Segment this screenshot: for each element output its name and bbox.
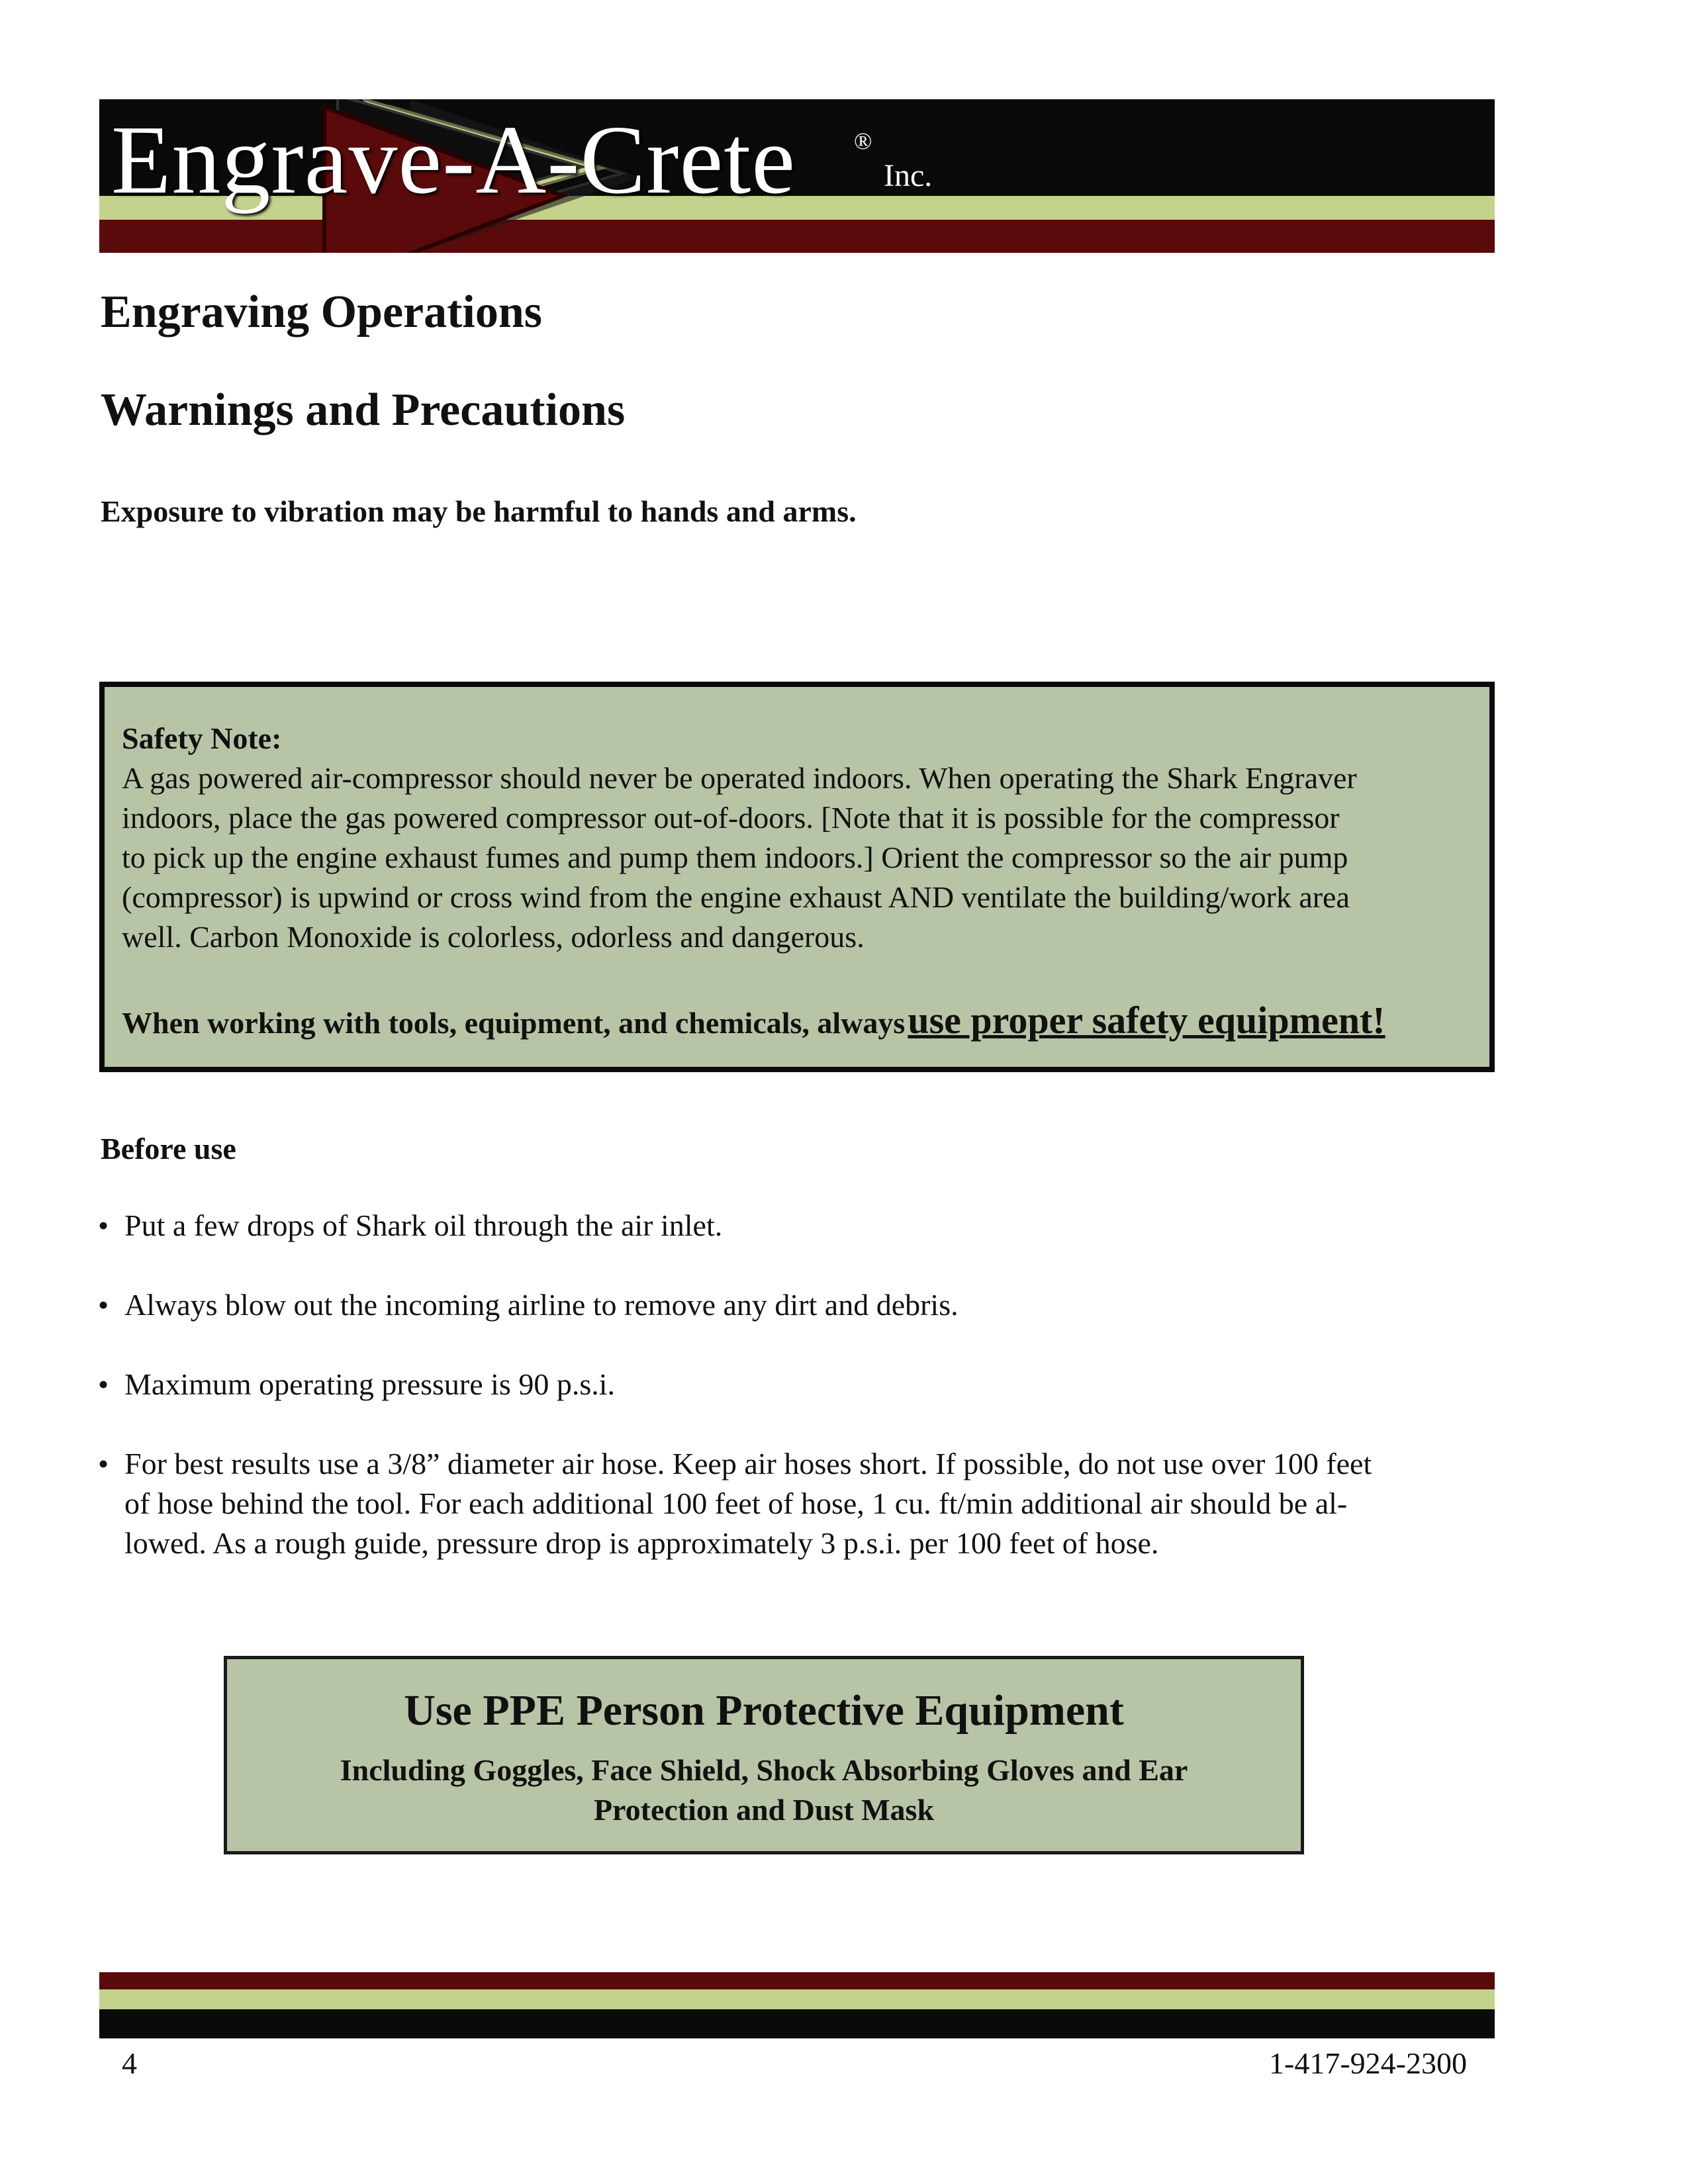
safety-note-line: A gas powered air-compressor should never be operated indoors. When operating the Shark Engraver	[122, 761, 1357, 795]
list-item	[98, 1444, 1501, 1563]
safety-closing	[122, 998, 1385, 1042]
before-use-label: Before use	[101, 1132, 236, 1165]
safety-note-line: well. Carbon Monoxide is colorless, odorless and dangerous.	[122, 920, 865, 954]
list-item-text: Put a few drops of Shark oil through the air inlet.	[124, 1208, 723, 1242]
safety-note-title: Safety Note:	[122, 721, 282, 755]
page-number: 4	[122, 2046, 137, 2080]
footer-black-band	[99, 2009, 1495, 2038]
vibration-warning: Exposure to vibration may be harmful to hands and arms.	[101, 494, 857, 528]
ppe-callout-box	[224, 1656, 1304, 1854]
bullet-icon: •	[98, 1447, 109, 1480]
ppe-title: Use PPE Person Protective Equipment	[404, 1686, 1124, 1735]
safety-closing-emphasis: use proper safety equipment!	[908, 999, 1385, 1042]
list-item-text: Always blow out the incoming airline to remove any dirt and debris.	[124, 1288, 959, 1322]
bullet-icon: •	[98, 1288, 109, 1322]
footer-green-band	[99, 1989, 1495, 2009]
bullet-icon: •	[98, 1208, 109, 1242]
safety-note-body	[122, 758, 1479, 957]
ppe-subtitle-line: Including Goggles, Face Shield, Shock Absorbing Gloves and Ear	[340, 1753, 1188, 1787]
safety-note-line: (compressor) is upwind or cross wind from the engine exhaust AND ventilate the building/work area	[122, 880, 1350, 914]
header-banner	[99, 99, 1495, 253]
registered-mark: ®	[854, 128, 872, 154]
before-use-list	[98, 1206, 1501, 1603]
phone-number: 1-417-924-2300	[1269, 2046, 1467, 2080]
safety-note-line: to pick up the engine exhaust fumes and pump them indoors.] Orient the compressor so the air pump	[122, 841, 1348, 874]
list-item-text: Maximum operating pressure is 90 p.s.i.	[124, 1367, 616, 1401]
brand-name: Engrave-A-Crete	[111, 106, 796, 214]
list-item	[98, 1285, 1501, 1325]
ppe-subtitle	[227, 1751, 1301, 1830]
safety-closing-prefix: When working with tools, equipment, and chemicals, always	[122, 1006, 906, 1040]
brand-suffix: Inc.	[884, 158, 933, 193]
safety-note-line: indoors, place the gas powered compressor out-of-doors. [Note that it is possible for the compressor	[122, 801, 1340, 835]
list-item	[98, 1206, 1501, 1246]
footer-banner	[99, 1972, 1495, 2038]
list-item-text: For best results use a 3/8” diameter air hose. Keep air hoses short. If possible, do not use over 100 feet	[124, 1447, 1372, 1480]
list-item-text: lowed. As a rough guide, pressure drop is approximately 3 p.s.i. per 100 feet of hose.	[124, 1526, 1159, 1560]
safety-note-box	[99, 682, 1495, 1072]
bullet-icon: •	[98, 1367, 109, 1401]
footer-red-band	[99, 1972, 1495, 1989]
list-item-text: of hose behind the tool. For each additional 100 feet of hose, 1 cu. ft/min additional air should be al-	[124, 1486, 1348, 1520]
ppe-subtitle-line: Protection and Dust Mask	[593, 1793, 935, 1827]
page-subtitle: Warnings and Precautions	[101, 385, 626, 435]
list-item	[98, 1365, 1501, 1404]
page-title: Engraving Operations	[101, 287, 543, 338]
